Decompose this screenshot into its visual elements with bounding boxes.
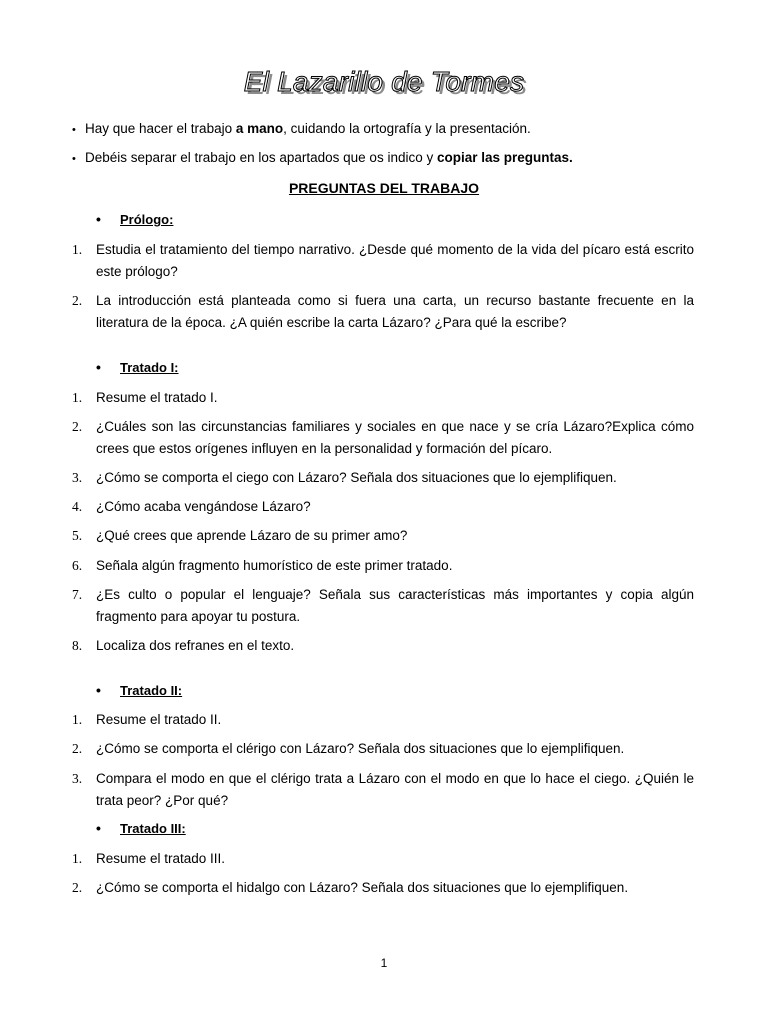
question-item: 8. Localiza dos refranes en el texto. [72,638,295,653]
question-item: 4. ¿Cómo acaba vengándose Lázaro? [72,499,311,514]
bullet-icon: • [72,153,76,165]
document-title: El Lazarillo de Tormes [243,66,525,97]
page-number: 1 [380,956,388,970]
intro-item-hand: • Hay que hacer el trabajo a mano, cuidando la ortografía y la presentación. [72,120,702,139]
bullet-icon: • [96,211,101,227]
intro-item-sections: • Debéis separar el trabajo en los apartados que os indico y copiar las preguntas. [72,149,702,168]
question-item: 2. La introducción está planteada como si fuera una carta, un recurso bastante frecuente en la literatura de la época. ¿A quién escribe la carta Lázaro? ¿Para qué la escribe? [72,293,694,330]
question-item: 1. Estudia el tratamiento del tiempo narrativo. ¿Desde qué momento de la vida del pícaro está escrito este prólogo? [72,242,694,279]
section-title-tratado-3: • Tratado III: [96,820,186,836]
section-title-tratado-1: • Tratado I: [96,359,179,375]
question-item: 2. ¿Cómo se comporta el clérigo con Lázaro? Señala dos situaciones que lo ejemplifiquen. [72,741,625,756]
question-item: 5. ¿Qué crees que aprende Lázaro de su primer amo? [72,528,408,543]
question-item: 7. ¿Es culto o popular el lenguaje? Señala sus características más importantes y copia algún fragmento para apoyar tu postura. [72,587,694,624]
bullet-icon: • [96,820,101,836]
bullet-icon: • [96,682,101,698]
question-item: 1. Resume el tratado II. [72,712,222,727]
section-title-tratado-2: • Tratado II: [96,682,183,698]
section-title-prologo: • Prólogo: [96,211,174,227]
question-item: 3. Compara el modo en que el clérigo trata a Lázaro con el modo en que lo hace el ciego. ¿Quién le trata peor? ¿Por qué? [72,771,694,808]
question-item: 1. Resume el tratado III. [72,851,226,866]
question-item: 6. Señala algún fragmento humorístico de este primer tratado. [72,558,453,573]
question-item: 2. ¿Cuáles son las circunstancias familiares y sociales en que nace y se cría Lázaro?Explica cómo crees que estos orígenes influyen en la personalidad y formación del pícaro. [72,419,694,456]
question-item: 2. ¿Cómo se comporta el hidalgo con Lázaro? Señala dos situaciones que lo ejemplifiquen. [72,880,629,895]
question-item: 3. ¿Cómo se comporta el ciego con Lázaro? Señala dos situaciones que lo ejemplifiquen. [72,470,617,485]
questions-heading: PREGUNTAS DEL TRABAJO [288,180,480,196]
bullet-icon: • [96,359,101,375]
bullet-icon: • [72,124,76,136]
question-item: 1. Resume el tratado I. [72,390,218,405]
